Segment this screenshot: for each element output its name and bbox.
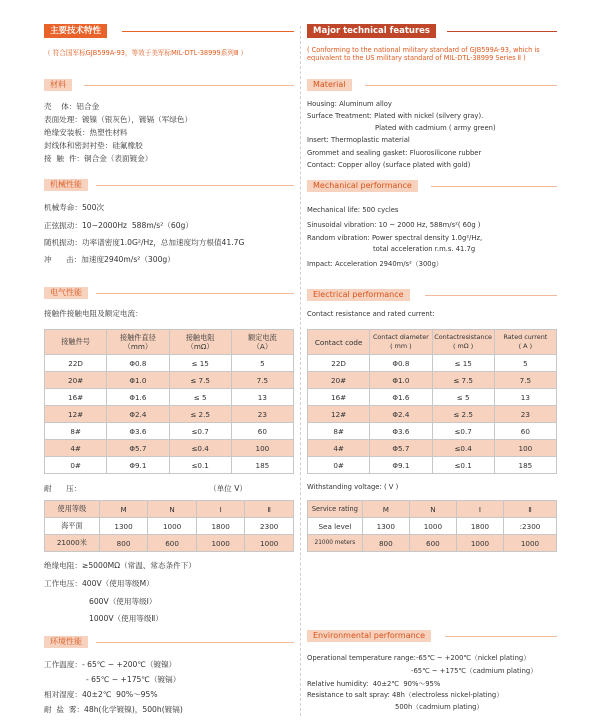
table-cell: ≤ 15 [432,355,494,372]
table-header-cell: Ⅱ [245,501,294,518]
table-cell: 海平面 [45,518,100,535]
en-mechanical-line: Mechanical life: 500 cycles [307,206,399,214]
table-row [308,423,557,440]
table-header-cell: Contact diameter ( mm ) [370,330,432,355]
cn-material-line: 接 触 件：铜合金（表面镀金） [44,154,153,163]
table-row [45,440,294,457]
cn-insulation-line: 工作电压：400V（使用等级M） [44,579,154,588]
table-header-row [45,501,294,518]
cn-env-line: 耐 盐 雾：48h(化学镀镍)，500h(镀镉) [44,705,183,714]
en-env-line: 500h（cadmium plating） [395,703,484,711]
table-cell: 16# [45,389,107,406]
en-voltage-label: Withstanding voltage: ( V ) [307,483,399,491]
table-cell: 8# [308,423,370,440]
en-material-rule [365,85,557,86]
table-cell: ≤ 15 [169,355,231,372]
table-cell: ≤0.7 [169,423,231,440]
cn-material-line: 绝缘安装板：热塑性材料 [44,128,128,137]
table-cell: Sea level [308,518,363,535]
table-header-cell: Service rating [308,501,363,518]
table-cell: Φ1.0 [107,372,169,389]
table-row [45,389,294,406]
table-header-cell: M [99,501,148,518]
cn-env-rule [96,642,294,643]
table-cell: 23 [494,406,556,423]
table-cell: 5 [494,355,556,372]
table-cell: 22D [45,355,107,372]
table-cell: 0# [45,457,107,474]
cn-voltage-unit: （单位 V） [209,484,247,493]
en-material-line: Grommet and sealing gasket: Fluorosilicone rubber [307,149,482,157]
table-cell: 12# [308,406,370,423]
en-mechanical-line: Sinusoidal vibration: 10 ~ 2000 Hz, 588m/s²( 60g ) [307,221,481,229]
en-mechanical-rule [431,186,557,187]
table-cell: Φ3.6 [370,423,432,440]
table-cell: ≤ 2.5 [169,406,231,423]
table-row [45,457,294,474]
en-env-rule [445,636,557,637]
table-header-cell: Ⅱ [504,501,557,518]
table-header-cell: 使用等级 [45,501,100,518]
table-cell: 16# [308,389,370,406]
table-cell: 185 [231,457,293,474]
table-cell: ≤0.7 [432,423,494,440]
cn-electrical-intro: 接触件接触电阻及额定电流： [44,309,143,318]
en-subtitle: ( Conforming to the national military standard of GJB599A-93, which is [307,46,540,54]
cn-subtitle: （ 符合国军标GJB599A-93，等效于美军标MIL-DTL-38999系列Ⅲ ） [44,49,248,57]
table-cell: 800 [362,535,409,552]
en-material-line: Surface Treatment: Plated with nickel (silvery gray). [307,112,484,120]
table-cell: 12# [45,406,107,423]
table-cell: 4# [308,440,370,457]
table-cell: 800 [99,535,148,552]
cn-title-rule [122,31,294,32]
table-cell: Φ1.6 [370,389,432,406]
table-header-cell: Ⅰ [456,501,503,518]
cn-electrical-rule [96,293,294,294]
en-electrical-rule [425,295,557,296]
table-cell: 4# [45,440,107,457]
table-header-cell: 接触件直径 （mm） [107,330,169,355]
cn-env-heading: 环境性能 [44,636,88,648]
cn-env-line: - 65℃ ~ +175℃（镀镉） [86,675,181,684]
cn-mechanical-line: 冲 击：加速度2940m/s²（300g） [44,255,175,264]
table-cell: ≤0.4 [432,440,494,457]
table-row [308,457,557,474]
table-row [308,372,557,389]
table-cell: 100 [231,440,293,457]
table-cell: ≤ 5 [169,389,231,406]
table-cell: 1000 [148,518,197,535]
table-row [45,372,294,389]
table-row [308,355,557,372]
table-cell: 7.5 [231,372,293,389]
table-header-cell: Rated current ( A ) [494,330,556,355]
table-cell: Φ0.8 [370,355,432,372]
table-cell: Φ5.7 [370,440,432,457]
cn-material-line: 表面处理：镀镍（银灰色），镀镉（军绿色） [44,115,193,124]
table-header-cell: 接触电阻 （mΩ） [169,330,231,355]
table-cell: 1800 [456,518,503,535]
table-cell: 185 [494,457,556,474]
table-header-row [45,330,294,355]
cn-mechanical-rule [96,185,294,186]
table-header-cell: N [409,501,456,518]
table-header-cell: M [362,501,409,518]
table-header-cell: 额定电流 （A） [231,330,293,355]
table-cell: 20# [308,372,370,389]
table-cell: Φ1.6 [107,389,169,406]
table-cell: 13 [231,389,293,406]
en-material-line: Plated with cadmium ( army green) [375,124,496,132]
table-cell: ≤ 2.5 [432,406,494,423]
table-header-row [308,501,557,518]
table-cell: 8# [45,423,107,440]
en-mechanical-line: Impact: Acceleration 2940m/s²（300g） [307,260,443,268]
cn-material-line: 封线体和密封衬垫：硅氟橡胶 [44,141,143,150]
cn-mechanical-line: 随机振动：功率谱密度1.0G²/Hz，总加速度均方根值41.7G [44,238,245,247]
en-title-rule [447,31,557,32]
cn-voltage-table [44,500,294,552]
table-cell: ≤ 7.5 [432,372,494,389]
table-cell: ≤0.1 [169,457,231,474]
en-electrical-heading: Electrical performance [307,289,410,301]
cn-main-title: 主要技术特性 [44,24,107,38]
table-header-cell: Ⅰ [196,501,245,518]
cn-env-line: 工作温度：- 65℃ ~ +200℃（镀镍） [44,660,177,669]
table-cell: 600 [148,535,197,552]
en-subtitle: equivalent to the US military standard of MIL-DTL-38999 Series Ⅱ ) [307,54,526,62]
table-row [308,518,557,535]
cn-mechanical-line: 正弦振动：10~2000Hz 588m/s²（60g） [44,221,193,230]
table-row [45,535,294,552]
en-main-title: Major technical features [307,24,436,38]
table-cell: 1000 [456,535,503,552]
table-cell: 2300 [245,518,294,535]
table-header-cell: Contact code [308,330,370,355]
table-cell: ≤0.1 [432,457,494,474]
table-cell: 7.5 [494,372,556,389]
table-cell: 1300 [99,518,148,535]
cn-voltage-label: 耐 压： [44,484,82,493]
cn-material-line: 壳 体：铝合金 [44,102,100,111]
table-cell: 0# [308,457,370,474]
en-electrical-intro: Contact resistance and rated current: [307,310,435,318]
table-cell: 60 [231,423,293,440]
table-cell: 60 [494,423,556,440]
en-env-line: -65℃ ~ +175℃（cadmium plating） [411,667,538,675]
cn-insulation-line: 1000V（使用等级Ⅱ） [89,614,163,623]
table-cell: 21000米 [45,535,100,552]
en-mechanical-heading: Mechanical performance [307,180,418,192]
en-voltage-table [307,500,557,552]
en-material-line: Insert: Thermoplastic material [307,136,410,144]
table-cell: Φ2.4 [107,406,169,423]
table-cell: 1800 [196,518,245,535]
en-material-line: Housing: Aluminum alloy [307,100,392,108]
table-cell: 23 [231,406,293,423]
table-cell: 600 [409,535,456,552]
table-row [308,440,557,457]
en-material-heading: Material [307,79,352,91]
table-row [45,406,294,423]
table-cell: 22D [308,355,370,372]
cn-material-heading: 材料 [44,79,72,91]
cn-mechanical-heading: 机械性能 [44,179,88,191]
table-row [308,535,557,552]
table-cell: Φ0.8 [107,355,169,372]
table-row [308,389,557,406]
table-cell: Φ3.6 [107,423,169,440]
table-header-row [308,330,557,355]
en-env-line: Resistance to salt spray: 48h（electroless nickel-plating） [307,691,503,699]
table-cell: 100 [494,440,556,457]
en-material-line: Contact: Copper alloy (surface plated with gold) [307,161,471,169]
cn-contact-table [44,329,294,474]
table-cell: 1000 [196,535,245,552]
cn-insulation-line: 600V（使用等级Ⅰ） [89,597,157,606]
table-cell: :2300 [504,518,557,535]
table-cell: 1000 [409,518,456,535]
table-cell: ≤0.4 [169,440,231,457]
en-env-line: Relative humidity: 40±2℃ 90%～95% [307,680,441,688]
table-cell: 5 [231,355,293,372]
cn-electrical-heading: 电气性能 [44,287,88,299]
en-mechanical-line: total acceleration r.m.s. 41.7g [373,245,476,253]
en-env-heading: Environmental performance [307,630,431,642]
column-divider [300,26,301,716]
cn-material-rule [84,85,294,86]
table-cell: 13 [494,389,556,406]
en-env-line: Operational temperature range:-65℃ ~ +200℃（nickel plating） [307,654,531,662]
cn-env-line: 相对湿度：40±2℃ 90%～95% [44,690,158,699]
table-cell: 21000 meters [308,535,363,552]
table-row [45,518,294,535]
table-cell: Φ2.4 [370,406,432,423]
table-cell: Φ9.1 [107,457,169,474]
table-cell: Φ1.0 [370,372,432,389]
table-header-cell: Contactresistance ( mΩ ) [432,330,494,355]
table-cell: ≤ 5 [432,389,494,406]
table-cell: 1000 [504,535,557,552]
table-header-cell: N [148,501,197,518]
table-cell: 1300 [362,518,409,535]
table-row [308,406,557,423]
table-cell: Φ9.1 [370,457,432,474]
table-cell: 1000 [245,535,294,552]
table-cell: Φ5.7 [107,440,169,457]
table-cell: ≤ 7.5 [169,372,231,389]
en-contact-table [307,329,557,474]
table-row [45,423,294,440]
en-mechanical-line: Random vibration: Power spectral density 1.0g²/Hz, [307,234,483,242]
cn-insulation-line: 绝缘电阻：≥5000MΩ（常温、常态条件下） [44,561,196,570]
table-row [45,355,294,372]
table-cell: 20# [45,372,107,389]
table-header-cell: 接触件号 [45,330,107,355]
cn-mechanical-line: 机械寿命：500次 [44,203,105,212]
